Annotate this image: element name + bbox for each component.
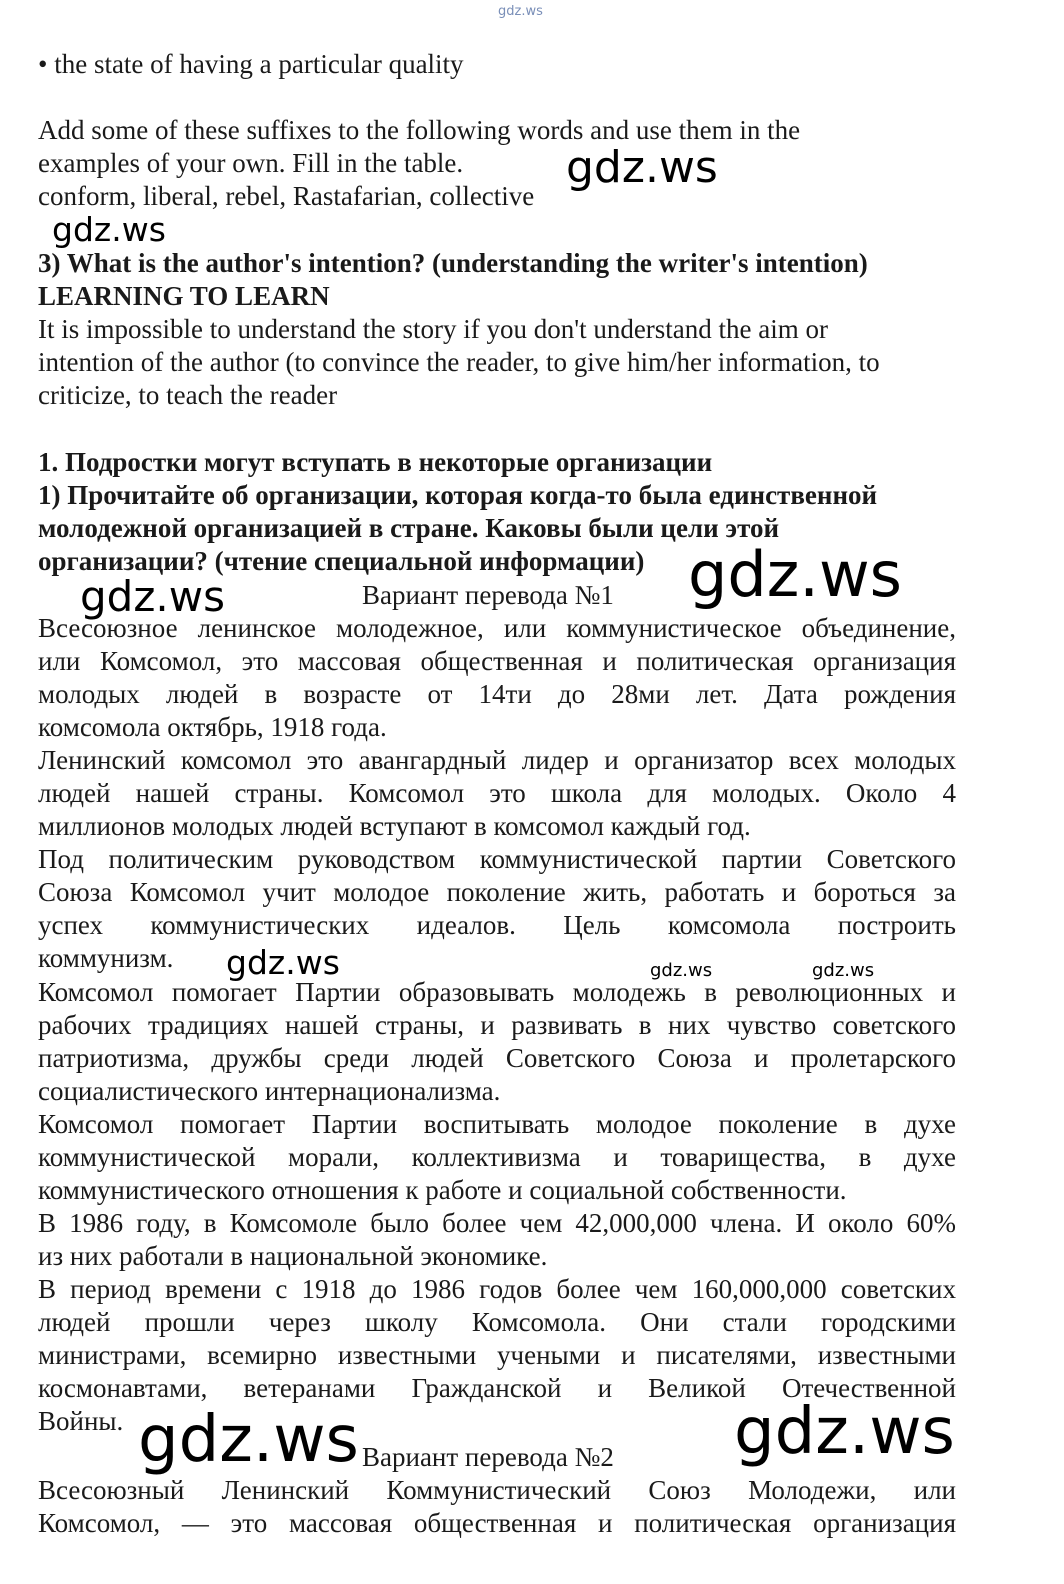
paragraph-line: Всесоюзное ленинское молодежное, или коммунистическое объединение,	[38, 613, 956, 643]
paragraph-line: В период времени с 1918 до 1986 годов более чем 160,000,000 советских	[38, 1274, 956, 1304]
paragraph-line: рабочих традициях нашей страны, и развивать в них чувство советского	[38, 1010, 956, 1040]
paragraph-line: коммунистического отношения к работе и социальной собственности.	[38, 1175, 847, 1205]
paragraph-line: Ленинский комсомол это авангардный лидер и организатор всех молодых	[38, 745, 956, 775]
task-heading: организации? (чтение специальной информации)	[38, 546, 645, 576]
watermark: gdz.ws	[138, 1403, 359, 1477]
paragraph-line: миллионов молодых людей вступают в комсомол каждый год.	[38, 811, 751, 841]
variant-title: Вариант перевода №1	[362, 580, 614, 610]
paragraph-line: В 1986 году, в Комсомоле было более чем 42,000,000 члена. И около 60%	[38, 1208, 956, 1238]
bullet-line: • the state of having a particular quality	[38, 49, 464, 79]
paragraph-line: из них работали в национальной экономике.	[38, 1241, 548, 1271]
section-subheading: LEARNING TO LEARN	[38, 281, 330, 311]
paragraph-line: социалистического интернационализма.	[38, 1076, 501, 1106]
word-list: conform, liberal, rebel, Rastafarian, collective	[38, 181, 535, 211]
paragraph-line: Под политическим руководством коммунистической партии Советского	[38, 844, 956, 874]
task-heading: 1) Прочитайте об организации, которая когда-то была единственной	[38, 480, 878, 510]
watermark: gdz.ws	[226, 943, 340, 982]
paragraph-line: космонавтами, ветеранами Гражданской и Великой Отечественной	[38, 1373, 956, 1403]
paragraph-line: Комсомол, — это массовая общественная и политическая организация	[38, 1508, 956, 1538]
paragraph-line: Войны.	[38, 1406, 124, 1436]
paragraph-line: Союза Комсомол учит молодое поколение жить, работать и бороться за	[38, 877, 956, 907]
paragraph-line: молодых людей в возрасте от 14ти до 28ми лет. Дата рождения	[38, 679, 956, 709]
task-heading: молодежной организацией в стране. Каковы были цели этой	[38, 513, 780, 543]
watermark: gdz.ws	[650, 960, 713, 981]
paragraph-line: или Комсомол, это массовая общественная и политическая организация	[38, 646, 956, 676]
watermark: gdz.ws	[812, 960, 875, 981]
paragraph-line: Всесоюзный Ленинский Коммунистический Союз Молодежи, или	[38, 1475, 956, 1505]
paragraph-line: людей прошли через школу Комсомола. Они стали городскими	[38, 1307, 956, 1337]
paragraph-line: людей нашей страны. Комсомол это школа для молодых. Около 4	[38, 778, 956, 808]
watermark: gdz.ws	[688, 538, 902, 611]
section-heading: 3) What is the author's intention? (understanding the writer's intention)	[38, 248, 868, 278]
text-line: Add some of these suffixes to the following words and use them in the	[38, 115, 801, 145]
watermark: gdz.ws	[566, 142, 718, 193]
watermark: gdz.ws	[80, 572, 225, 621]
watermark-top: gdz.ws	[498, 4, 543, 19]
paragraph-line: министрами, всемирно известными учеными и писателями, известными	[38, 1340, 956, 1370]
task-heading: 1. Подростки могут вступать в некоторые организации	[38, 447, 713, 477]
paragraph-line: успех коммунистических идеалов. Цель комсомола построить	[38, 910, 956, 940]
paragraph-line: Комсомол помогает Партии образовывать молодежь в революционных и	[38, 977, 956, 1007]
watermark: gdz.ws	[734, 1395, 955, 1469]
paragraph-line: патриотизма, дружбы среди людей Советского Союза и пролетарского	[38, 1043, 956, 1073]
paragraph-line: комсомола октябрь, 1918 года.	[38, 712, 387, 742]
paragraph-line: коммунизм.	[38, 943, 174, 973]
text-line: It is impossible to understand the story if you don't understand the aim or	[38, 314, 829, 344]
watermark: gdz.ws	[52, 210, 166, 249]
text-line: examples of your own. Fill in the table.	[38, 148, 464, 178]
paragraph-line: Комсомол помогает Партии воспитывать молодое поколение в духе	[38, 1109, 956, 1139]
paragraph-line: коммунистической морали, коллективизма и товарищества, в духе	[38, 1142, 956, 1172]
variant-title: Вариант перевода №2	[362, 1442, 614, 1472]
text-line: intention of the author (to convince the reader, to give him/her information, to	[38, 347, 880, 377]
text-line: criticize, to teach the reader	[38, 380, 338, 410]
